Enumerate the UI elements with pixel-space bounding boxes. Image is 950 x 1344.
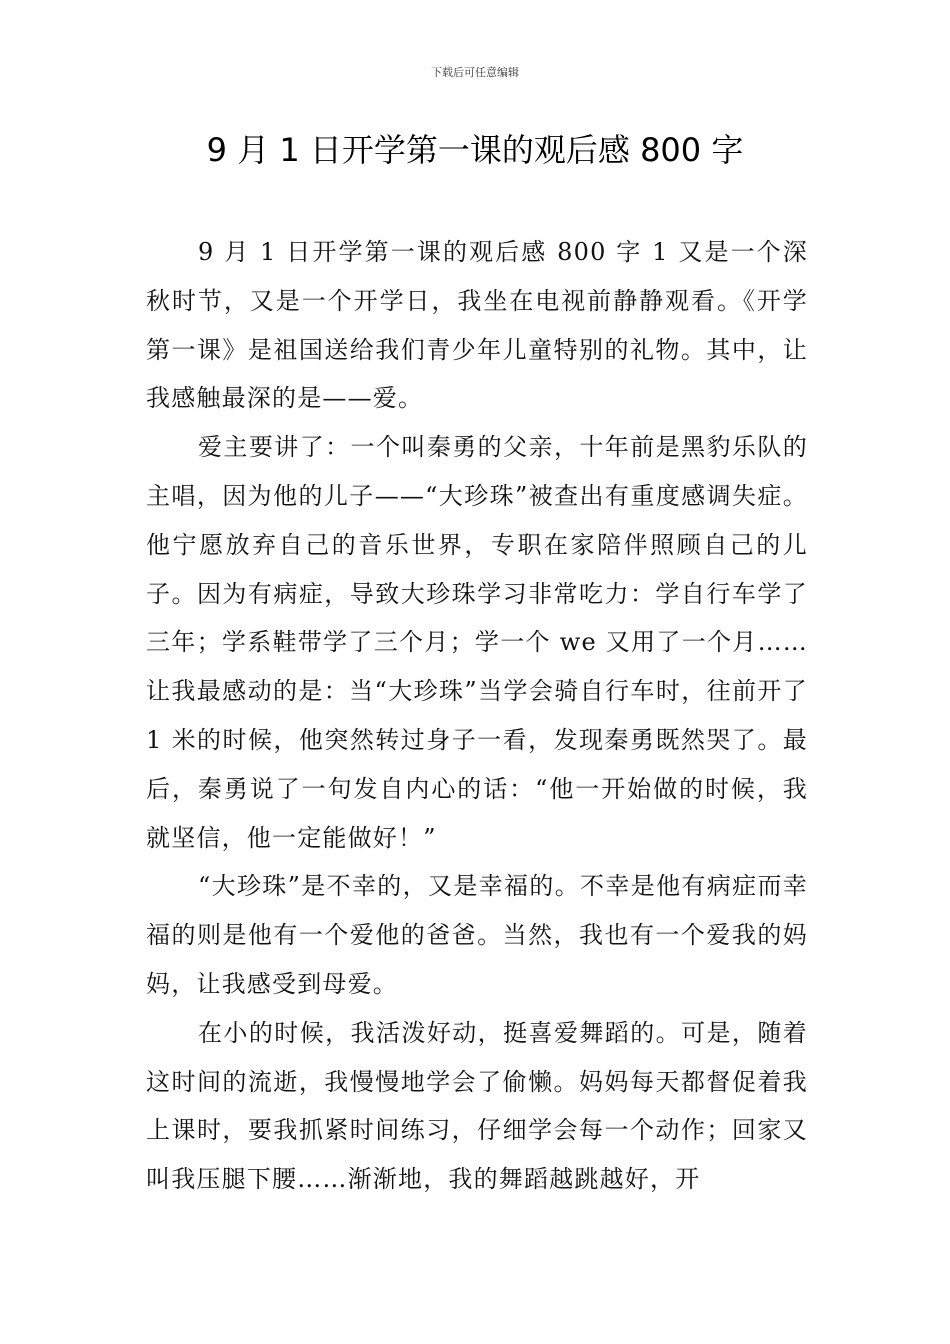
header-note: 下载后可任意编辑 — [431, 66, 519, 79]
document-title: 9 月 1 日开学第一课的观后感 800 字 — [206, 131, 744, 169]
paragraph-2: 爱主要讲了：一个叫秦勇的父亲，十年前是黑豹乐队的主唱，因为他的儿子——“大珍珠”被查出有重度感调失症。他宁愿放弃自己的音乐世界，专职在家陪伴照顾自己的儿子。因为有病症，导致大珍珠学习非常吃力：学自行车学了三年；学系鞋带学了三个月；学一个 we 又用了一个月……让我最感动的是：当“大珍珠”当学会骑自行车时，往前开了 1 米的时候，他突然转过身子一看，发现秦勇既然哭了。最后，秦勇说了一句发自内心的话：“他一开始做的时候，我就坚信，他一定能做好！” — [146, 433, 808, 852]
document-body — [146, 228, 808, 1204]
paragraph-4: 在小的时候，我活泼好动，挺喜爱舞蹈的。可是，随着这时间的流逝，我慢慢地学会了偷懒。妈妈每天都督促着我上课时，要我抓紧时间练习，仔细学会每一个动作；回家又叫我压腿下腰……渐渐地，我的舞蹈越跳越好，开 — [146, 1018, 808, 1194]
paragraph-1: 9 月 1 日开学第一课的观后感 800 字 1 又是一个深秋时节，又是一个开学日，我坐在电视前静静观看。《开学第一课》是祖国送给我们青少年儿童特别的礼物。其中，让我感触最深的是——爱。 — [146, 238, 808, 413]
paragraph-3: “大珍珠”是不幸的，又是幸福的。不幸是他有病症而幸福的则是他有一个爱他的爸爸。当然，我也有一个爱我的妈妈，让我感受到母爱。 — [146, 872, 808, 998]
